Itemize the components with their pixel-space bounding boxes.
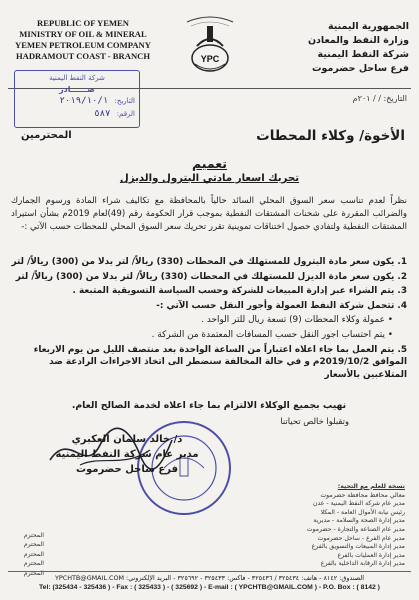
closing-statement: نهيب بجميع الوكلاء الالتزام بما جاء اعلاه لخدمة الصالح العام. (71, 400, 347, 411)
memo-subtitle: تحريك اسعار مادتي البترول والديزل (119, 173, 300, 184)
footer-arabic: الصندوق: ٨١٤٢ - هاتف: ٣٢٥٤٣٤ / ٣٢٥٤٣٦ - فاكس: ٣٢٥٤٣٣ - ٣٢٥٦٩٢ - البريد الإلكتروني: YPCHTB@GMAIL.COM (54, 574, 365, 582)
signatory-name: د/ خالد سلمان العكبري (71, 434, 183, 445)
list-item: مدير عام الصناعة والتجارة - حضرموت (306, 525, 405, 533)
list-subitem: • عمولة وكلاء المحطات (9) تسعة ريال للتر الواحد . (201, 315, 393, 326)
signature-block (52, 432, 202, 477)
signatory-branch: فرع ساحل حضرموت (75, 464, 179, 475)
header-en-line: HADRAMOUT COAST - BRANCH (15, 51, 151, 61)
list-item: مدير إدارة العمليات بالفرع (337, 551, 405, 559)
signatory-title: مدير عام شركة النفط اليمنية (55, 449, 199, 460)
stamp-date-value: ٢٠١٩/١٠/١ (59, 96, 109, 106)
list-item: مدير عام شركة النفط اليمنية - عدن (312, 500, 405, 508)
list-item: معالي محافظ محافظة حضرموت (320, 491, 405, 499)
list-item: مدير إدارة الرقابة الداخلية بالفرع (320, 560, 405, 568)
stamp-number-row (19, 109, 135, 119)
stamp-company: شركة النفط اليمنية (49, 74, 105, 82)
header-en-line: YEMEN PETROLEUM COMPANY (15, 40, 151, 50)
honorific: المحترم (23, 532, 44, 539)
list-item: 4. تتحمل شركة النفط العمولة وأجور النقل حسب الآتي :- (156, 300, 407, 311)
stamp-number-label: الرقم: (116, 110, 135, 118)
stamp-date-row (19, 96, 135, 106)
addressee-main: الأخوة/ وكلاء المحطات (256, 128, 405, 144)
header-en-line: MINISTRY OF OIL & MINERAL (19, 29, 147, 39)
distribution-list (255, 483, 405, 569)
honorific: المحترم (23, 550, 44, 558)
list-item: مدير إدارة الصحة والسلامة - مديرية (313, 517, 405, 525)
stamp-date-label: التاريخ: (114, 97, 135, 105)
footer-divider (8, 571, 411, 572)
list-item: مدير عام الفرع - ساحل حضرموت (317, 534, 405, 542)
stamp-type: صــــــادر (59, 85, 95, 94)
header-en-line: REPUBLIC OF YEMEN (37, 18, 129, 28)
header-english (8, 18, 158, 62)
company-emblem-icon (177, 12, 243, 80)
regards-line: وتقبلوا خالص تحياتنا (280, 416, 349, 426)
memo-list (11, 256, 407, 383)
list-item: رئيس نيابة الأموال العامة - المكلا (320, 508, 405, 516)
list-subitem: • يتم احتساب اجور النقل حسب المسافات المعتمدة من الشركة . (151, 329, 393, 340)
header-ar-line: فرع ساحل حضرموت (312, 63, 409, 74)
stamp-number-value: ٥٨٧ (94, 109, 111, 119)
list-item: 3. يتم الشراء عبر إدارة المبيعات للشركة وحسب السياسة التسويقية المتبعة . (72, 286, 407, 297)
memo-title: تعميم (191, 156, 228, 171)
honorific: المحترم (23, 569, 44, 577)
list-item: 5. يتم العمل بما جاء اعلاه اعتباراً من الساعة الواحدة بعد منتصف الليل من يوم الاربعاء الموافق 2019/10/2م و في حالة المخالفة سنضطر الى اتخاذ الاجراءات الرادعة ضد المتلاعبين بالأسعار (33, 344, 407, 380)
header-ar-line: الجمهورية اليمنية (328, 21, 409, 32)
letter-date: التاريخ: / / ٢٠١م (352, 94, 407, 103)
header-ar-line: شركة النفط اليمنية (317, 49, 409, 60)
header-ar-line: وزارة النفط والمعادن (307, 35, 409, 46)
header-arabic (279, 20, 409, 76)
honorific: المحترم (23, 541, 44, 549)
memo-body: نظراً لعدم تناسب سعر السوق المحلي السائد حالياً بالمحافظة مع تكاليف شراء المادة ورسوم الجمارك والضرائب المقررة على شحنات المشتقات النفطية بموجب قرار الحكومة رقم (49)لعام 2019م بشأن استيراد المشتقات النفطية ولتفادي حصول اختناقات تموينية تقرر تحريك سعر السوق المحلي للمحطات حسب الآتي :- (11, 196, 407, 232)
addressee-honorific: المحترمين (21, 130, 72, 141)
outgoing-stamp (14, 70, 140, 128)
list-item: مدير إدارة المبيعات والتسويق بالفرع (311, 543, 405, 551)
distribution-heading: نسخة للعلم مع التحية: (337, 483, 405, 490)
list-item: 1. يكون سعر مادة البترول للمستهلك في المحطات (330) ريالاً/ لتر بدلا من (300) ريالاً/ لتر (11, 257, 407, 267)
honorific: المحترم (23, 560, 44, 568)
list-item: 2. يكون سعر مادة الديزل للمستهلك في المحطات (330) ريالاً/ لتر بدلا من (300) ريالاً/ لتر (15, 271, 407, 282)
emblem-label: YPC (200, 54, 220, 64)
footer-english: Tel: (325434 - 325436 ) - Fax : ( 325433 ) - ( 325692 ) - E-mail : ( YPCHTB@GMAIL.COM ) - P.O. Box : ( 8142 ) (39, 584, 380, 591)
